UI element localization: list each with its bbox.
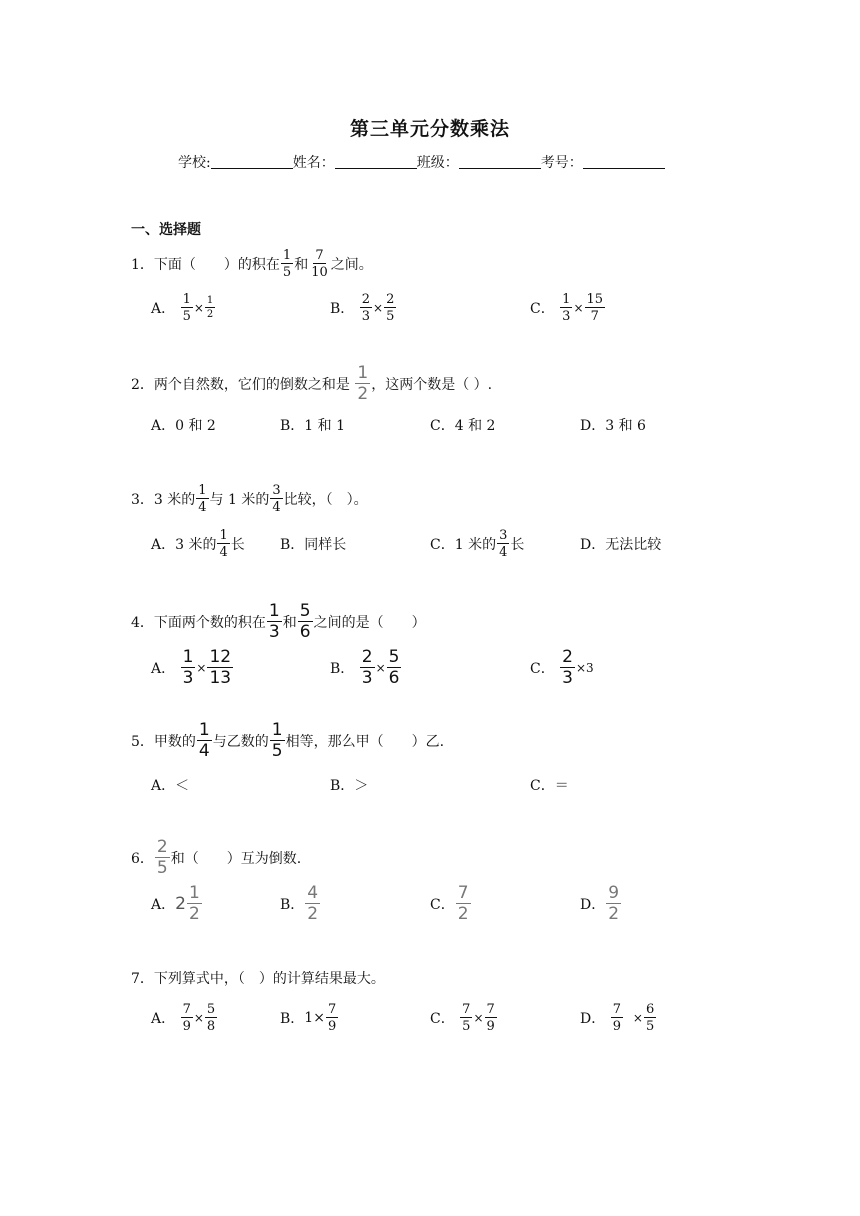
class-blank[interactable] — [459, 154, 541, 169]
denominator: 5 — [645, 1019, 655, 1034]
q6-option-a[interactable] — [151, 884, 203, 924]
fraction — [606, 885, 621, 923]
numerator: 1 — [282, 248, 292, 263]
option-label: D． — [580, 897, 606, 913]
numerator: 3 — [272, 483, 281, 498]
fraction — [181, 649, 196, 687]
numerator: 7 — [182, 1002, 191, 1017]
numerator: 2 — [562, 647, 573, 667]
denominator: 5 — [156, 858, 168, 878]
option-text: 长 — [510, 537, 525, 553]
question-2-stem — [131, 364, 492, 404]
fraction — [387, 649, 402, 687]
multiply-sign: × — [573, 301, 584, 315]
q6-stem-text: 6． — [131, 851, 154, 867]
denominator: 5 — [282, 265, 292, 280]
denominator: 3 — [361, 309, 371, 324]
denominator: 5 — [386, 309, 395, 324]
numerator: 9 — [608, 883, 620, 903]
numerator: 12 — [209, 647, 232, 667]
numerator: 3 — [499, 528, 508, 543]
numerator: 7 — [486, 1002, 495, 1017]
numerator: 1 — [182, 292, 191, 307]
option-label: B． — [280, 1011, 305, 1027]
fraction — [181, 1003, 193, 1033]
denominator: 6 — [299, 622, 311, 642]
q5-stem-text: 与乙数的 — [212, 734, 269, 750]
fraction — [205, 1003, 217, 1033]
q3-stem-text: 与 1 米的 — [209, 492, 270, 508]
denominator: 3 — [182, 668, 194, 688]
student-info-line — [178, 152, 665, 172]
q5-stem-text: 5．甲数的 — [131, 734, 196, 750]
q1-stem-text: 和 — [294, 257, 309, 273]
fraction — [217, 529, 229, 559]
question-1-stem — [131, 244, 373, 284]
fraction — [560, 649, 575, 687]
fraction — [281, 249, 293, 279]
numerator: 7 — [327, 1002, 337, 1017]
denominator: 10 — [311, 265, 328, 280]
fraction — [384, 293, 396, 323]
numerator: 6 — [645, 1002, 655, 1017]
q2-stem-text: 2．两个自然数，它们的倒数之和是 — [131, 377, 350, 393]
denominator: 5 — [271, 741, 283, 761]
fraction — [585, 293, 606, 323]
fraction — [309, 249, 330, 279]
numerator: 2 — [361, 647, 373, 667]
fraction — [326, 1003, 338, 1033]
q2-option-b[interactable]: B．1 和 1 — [280, 418, 346, 434]
q2-stem-text: ，这两个数是（ ）. — [371, 377, 493, 393]
question-7-stem: 7．下列算式中，（ ）的计算结果最大。 — [131, 971, 385, 987]
denominator: 4 — [198, 741, 210, 761]
fraction — [267, 603, 282, 641]
denominator: 8 — [206, 1019, 216, 1034]
question-6-stem — [131, 838, 301, 878]
numerator: 1 — [357, 363, 369, 383]
whole-number: 2 — [175, 894, 186, 914]
denominator: 2 — [206, 309, 214, 320]
fraction — [187, 885, 202, 923]
fraction — [460, 1003, 472, 1033]
fraction — [456, 885, 471, 923]
numerator: 1 — [271, 720, 283, 740]
denominator: 4 — [499, 545, 508, 560]
multiply-sign: × — [375, 661, 386, 675]
name-label: 姓名： — [292, 155, 335, 171]
question-4-stem — [131, 602, 426, 642]
denominator: 9 — [327, 1019, 337, 1034]
question-3-stem — [131, 479, 368, 519]
q2-option-c[interactable]: C．4 和 2 — [430, 418, 496, 434]
denominator: 3 — [361, 668, 373, 688]
fraction — [270, 484, 282, 514]
numerator: 4 — [307, 883, 319, 903]
q2-option-d[interactable]: D．3 和 6 — [580, 418, 646, 434]
q5-stem-text: 相等，那么甲（ ）乙. — [285, 734, 445, 750]
question-5-stem — [131, 721, 444, 761]
q4-option-a[interactable] — [151, 648, 234, 688]
q7-option-c[interactable] — [430, 998, 498, 1038]
fraction — [360, 649, 375, 687]
class-label: 班级： — [416, 155, 459, 171]
q4-stem-text: 之间的是（ ） — [313, 615, 426, 631]
q4-option-b[interactable] — [330, 648, 402, 688]
numerator: 5 — [388, 647, 400, 667]
denominator: 4 — [272, 500, 281, 515]
multiply-sign: × — [196, 661, 207, 675]
fraction — [196, 484, 208, 514]
numerator: 1 — [188, 883, 200, 903]
q1-option-c[interactable] — [530, 288, 606, 328]
denominator: 9 — [182, 1019, 191, 1034]
fraction — [298, 603, 313, 641]
fraction — [270, 722, 285, 760]
denominator: 2 — [357, 384, 369, 404]
page-title: 第三单元分数乘法 — [349, 118, 510, 140]
fraction — [207, 649, 233, 687]
name-blank[interactable] — [335, 154, 417, 169]
q2-option-a[interactable]: A．0 和 2 — [151, 418, 216, 434]
denominator: 2 — [307, 904, 319, 924]
option-text: 1× — [304, 1010, 325, 1026]
q1-option-a[interactable] — [151, 288, 216, 328]
option-label: D． — [580, 1011, 606, 1027]
fraction — [560, 293, 572, 323]
numerator: 7 — [315, 248, 324, 263]
multiply-three: ×3 — [576, 661, 594, 675]
q5-option-b[interactable]: B．＞ — [330, 778, 369, 794]
option-label: A． — [151, 301, 176, 317]
fraction — [155, 839, 170, 877]
q5-option-c[interactable]: C．＝ — [530, 778, 569, 794]
q3-option-a[interactable] — [151, 524, 245, 564]
multiply-sign: × — [373, 301, 384, 315]
denominator: 2 — [188, 904, 200, 924]
fraction — [305, 885, 320, 923]
q3-stem-text: 3．3 米的 — [131, 492, 196, 508]
numerator: 1 — [219, 528, 228, 543]
numerator: 1 — [198, 483, 207, 498]
q1-option-b[interactable] — [330, 288, 397, 328]
q3-option-b[interactable]: B．同样长 — [280, 537, 347, 553]
fraction — [181, 293, 193, 323]
option-label: C． — [430, 1011, 455, 1027]
option-label: C． — [530, 661, 555, 677]
q6-option-c[interactable] — [430, 884, 472, 924]
fraction — [360, 293, 372, 323]
denominator: 3 — [562, 309, 571, 324]
numerator: 1 — [562, 292, 571, 307]
numerator: 1 — [182, 647, 194, 667]
denominator: 4 — [219, 545, 228, 560]
fraction — [497, 529, 509, 559]
denominator: 2 — [608, 904, 620, 924]
numerator: 5 — [206, 1002, 216, 1017]
denominator: 6 — [388, 668, 400, 688]
q7-option-b[interactable] — [280, 998, 339, 1038]
denominator: 4 — [198, 500, 207, 515]
q3-option-c[interactable] — [430, 524, 524, 564]
q6-option-d[interactable] — [580, 884, 622, 924]
fraction — [197, 722, 212, 760]
q7-option-a[interactable] — [151, 998, 218, 1038]
numerator: 2 — [361, 292, 371, 307]
q1-stem-text: 1．下面（ ）的积在 — [131, 257, 280, 273]
denominator: 2 — [457, 904, 469, 924]
option-text: C．1 米的 — [430, 537, 497, 553]
multiply-sign: × — [193, 1011, 204, 1025]
denominator: 9 — [612, 1019, 621, 1034]
multiply-sign: × — [193, 301, 204, 315]
numerator: 7 — [457, 883, 469, 903]
school-blank[interactable] — [211, 154, 293, 169]
option-text: 长 — [230, 537, 245, 553]
option-label: B． — [280, 897, 305, 913]
fraction — [355, 365, 370, 403]
fraction — [644, 1003, 656, 1033]
numerator: 1 — [198, 720, 210, 740]
school-label: 学校: — [178, 155, 211, 171]
denominator: 5 — [182, 309, 191, 324]
q7-option-d[interactable] — [580, 998, 657, 1038]
fraction — [485, 1003, 497, 1033]
numerator: 1 — [268, 601, 280, 621]
q3-option-d[interactable]: D．无法比较 — [580, 537, 662, 553]
fraction — [611, 1003, 623, 1033]
numerator: 1 — [206, 295, 214, 306]
q1-stem-text: 之间。 — [330, 257, 373, 273]
denominator: 3 — [562, 668, 573, 688]
q3-stem-text: 比较，（ ）。 — [283, 492, 368, 508]
denominator: 5 — [462, 1019, 471, 1034]
numerator: 15 — [586, 292, 604, 307]
option-label: C． — [430, 897, 455, 913]
q4-stem-text: 和 — [282, 615, 297, 631]
numerator: 2 — [156, 837, 168, 857]
q4-option-c[interactable] — [530, 648, 594, 688]
number-label: 考号： — [540, 155, 583, 171]
numerator: 7 — [612, 1002, 621, 1017]
denominator: 9 — [486, 1019, 495, 1034]
section-heading: 一、选择题 — [131, 222, 201, 238]
q6-option-b[interactable] — [280, 884, 321, 924]
option-label: C． — [530, 301, 555, 317]
numerator: 2 — [386, 292, 395, 307]
option-label: A． — [151, 661, 176, 677]
q5-option-a[interactable]: A．＜ — [151, 778, 190, 794]
number-blank[interactable] — [583, 154, 665, 169]
multiply-sign: × — [632, 1011, 643, 1025]
q4-stem-text: 4．下面两个数的积在 — [131, 615, 266, 631]
denominator: 7 — [590, 309, 599, 324]
multiply-sign: × — [473, 1011, 484, 1025]
q6-stem-text: 和（ ）互为倒数. — [170, 851, 302, 867]
denominator: 13 — [209, 668, 232, 688]
option-label: A． — [151, 1011, 176, 1027]
option-label: B． — [330, 661, 355, 677]
option-label: A． — [151, 897, 176, 913]
option-text: A．3 米的 — [151, 537, 217, 553]
option-label: B． — [330, 301, 355, 317]
numerator: 5 — [299, 601, 311, 621]
numerator: 7 — [462, 1002, 471, 1017]
fraction — [205, 296, 215, 320]
denominator: 3 — [268, 622, 280, 642]
